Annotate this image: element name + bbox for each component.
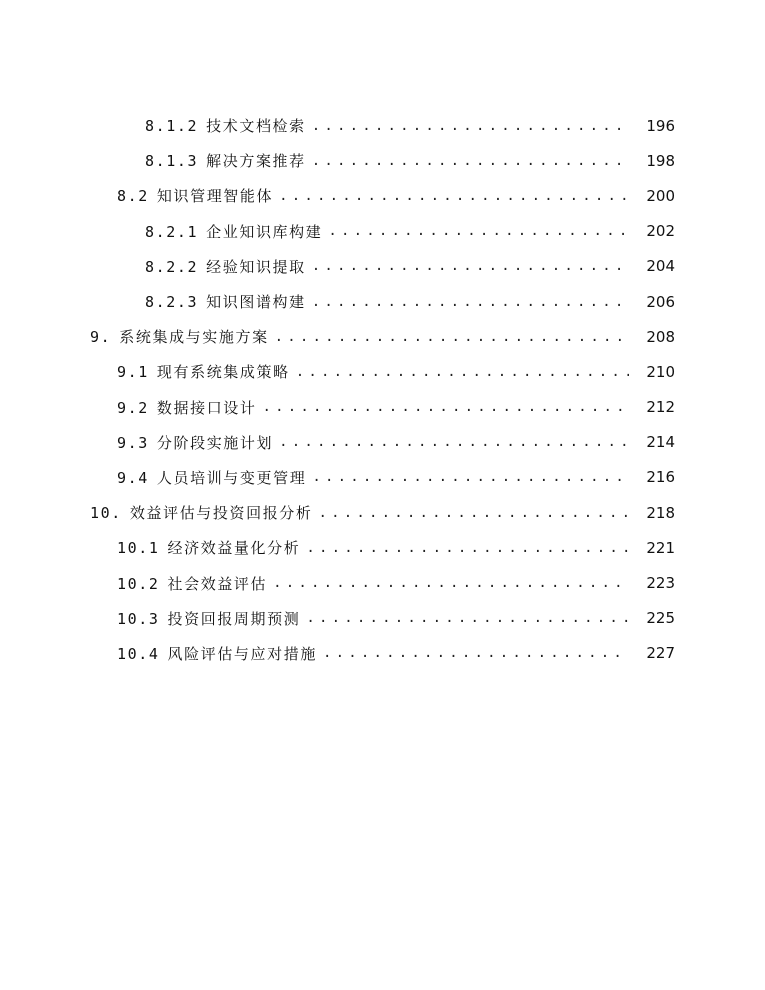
toc-entry-page: 223 [646, 574, 675, 593]
dot-leader [296, 364, 629, 380]
toc-entry-title [90, 502, 313, 523]
toc-entry-number: 10.4 [117, 644, 160, 663]
toc-entry-page: 206 [646, 292, 675, 311]
toc-entry-number: 9.3 [117, 433, 149, 452]
toc-entry-number: 8.2.3 [145, 293, 199, 312]
toc-entry-text: 投资回报周期预测 [167, 609, 301, 628]
toc-entry-number: 9.2 [117, 398, 149, 417]
toc-entry-text: 风险评估与应对措施 [167, 644, 317, 663]
toc-entry-number: 8.2.2 [145, 257, 199, 276]
toc-entry-text: 企业知识库构建 [206, 222, 323, 241]
toc-entry-title [117, 537, 300, 558]
dot-leader [263, 399, 629, 415]
dot-leader [312, 118, 629, 134]
toc-entry-text: 经济效益量化分析 [167, 539, 301, 558]
toc-entry-text: 技术文档检索 [206, 117, 306, 136]
toc-entry[interactable] [0, 178, 765, 213]
toc-entry[interactable] [0, 108, 765, 143]
toc-entry-page: 204 [646, 257, 675, 276]
dot-leader [279, 434, 629, 450]
toc-entry-page: 210 [646, 362, 675, 381]
toc-entry-text: 数据接口设计 [156, 398, 257, 417]
toc-entry-text: 系统集成与实施方案 [119, 328, 269, 347]
toc-entry-title [117, 573, 267, 594]
dot-leader [323, 645, 629, 661]
toc-entry-text: 解决方案推荐 [206, 152, 306, 171]
toc-entry-text: 经验知识提取 [206, 257, 306, 276]
toc-entry-number: 9.1 [117, 363, 149, 382]
toc-entry-text: 效益评估与投资回报分析 [129, 504, 313, 523]
toc-entry[interactable] [0, 390, 765, 425]
dot-leader [312, 258, 629, 274]
toc-entry-page: 202 [646, 222, 675, 241]
toc-entry[interactable] [0, 565, 765, 600]
toc-entry-number: 9.4 [117, 468, 149, 487]
toc-entry-title [145, 291, 306, 312]
dot-leader [279, 188, 629, 204]
toc-entry-number: 8.1.3 [145, 152, 199, 171]
toc-entry-page: 218 [646, 503, 675, 522]
dot-leader [275, 329, 631, 345]
toc-entry[interactable] [0, 495, 765, 530]
toc-entry-page: 227 [646, 644, 675, 663]
toc-entry-text: 分阶段实施计划 [156, 433, 274, 452]
toc-entry[interactable] [0, 284, 765, 319]
toc-entry-title [117, 643, 317, 664]
table-of-contents [0, 108, 765, 671]
toc-entry-text: 社会效益评估 [167, 574, 268, 593]
toc-entry-title [145, 221, 322, 242]
toc-entry-text: 人员培训与变更管理 [156, 468, 307, 487]
dot-leader [319, 505, 631, 521]
toc-entry-title [117, 608, 300, 629]
toc-entry[interactable] [0, 636, 765, 671]
toc-entry-page: 208 [646, 327, 675, 346]
toc-entry-page: 196 [646, 116, 675, 135]
toc-entry-page: 216 [646, 468, 675, 487]
toc-entry-number: 8.1.2 [145, 117, 199, 136]
toc-entry-title [117, 467, 306, 488]
toc-entry-page: 200 [646, 186, 675, 205]
toc-entry[interactable] [0, 319, 765, 354]
dot-leader [312, 294, 629, 310]
toc-entry[interactable] [0, 425, 765, 460]
toc-entry-title [117, 185, 273, 206]
toc-entry[interactable] [0, 249, 765, 284]
toc-entry[interactable] [0, 601, 765, 636]
dot-leader [312, 469, 629, 485]
toc-entry-text: 现有系统集成策略 [156, 363, 290, 382]
toc-entry-page: 221 [646, 538, 675, 557]
toc-entry-title [117, 432, 273, 453]
toc-entry-number: 8.2.1 [145, 222, 199, 241]
toc-entry[interactable] [0, 214, 765, 249]
toc-entry[interactable] [0, 460, 765, 495]
toc-entry-page: 214 [646, 433, 675, 452]
dot-leader [306, 610, 629, 626]
toc-entry-number: 10.1 [117, 539, 160, 558]
toc-entry-number: 9. [90, 328, 112, 347]
toc-entry-title [117, 361, 290, 382]
toc-entry-number: 8.2 [117, 187, 149, 206]
toc-entry[interactable] [0, 354, 765, 389]
dot-leader [306, 540, 629, 556]
dot-leader [312, 153, 629, 169]
toc-entry-title [117, 397, 257, 418]
toc-entry-number: 10.3 [117, 609, 160, 628]
toc-entry-number: 10.2 [117, 574, 160, 593]
toc-entry-title [145, 150, 306, 171]
toc-entry-title [145, 115, 306, 136]
toc-entry[interactable] [0, 530, 765, 565]
toc-entry-page: 198 [646, 151, 675, 170]
toc-entry-text: 知识管理智能体 [156, 187, 274, 206]
toc-entry[interactable] [0, 143, 765, 178]
toc-entry-title [145, 256, 306, 277]
toc-entry-title [90, 326, 269, 347]
toc-entry-page: 225 [646, 609, 675, 628]
toc-entry-text: 知识图谱构建 [206, 293, 306, 312]
dot-leader [328, 223, 629, 239]
dot-leader [273, 575, 629, 591]
toc-entry-number: 10. [90, 504, 122, 523]
toc-entry-page: 212 [646, 398, 675, 417]
